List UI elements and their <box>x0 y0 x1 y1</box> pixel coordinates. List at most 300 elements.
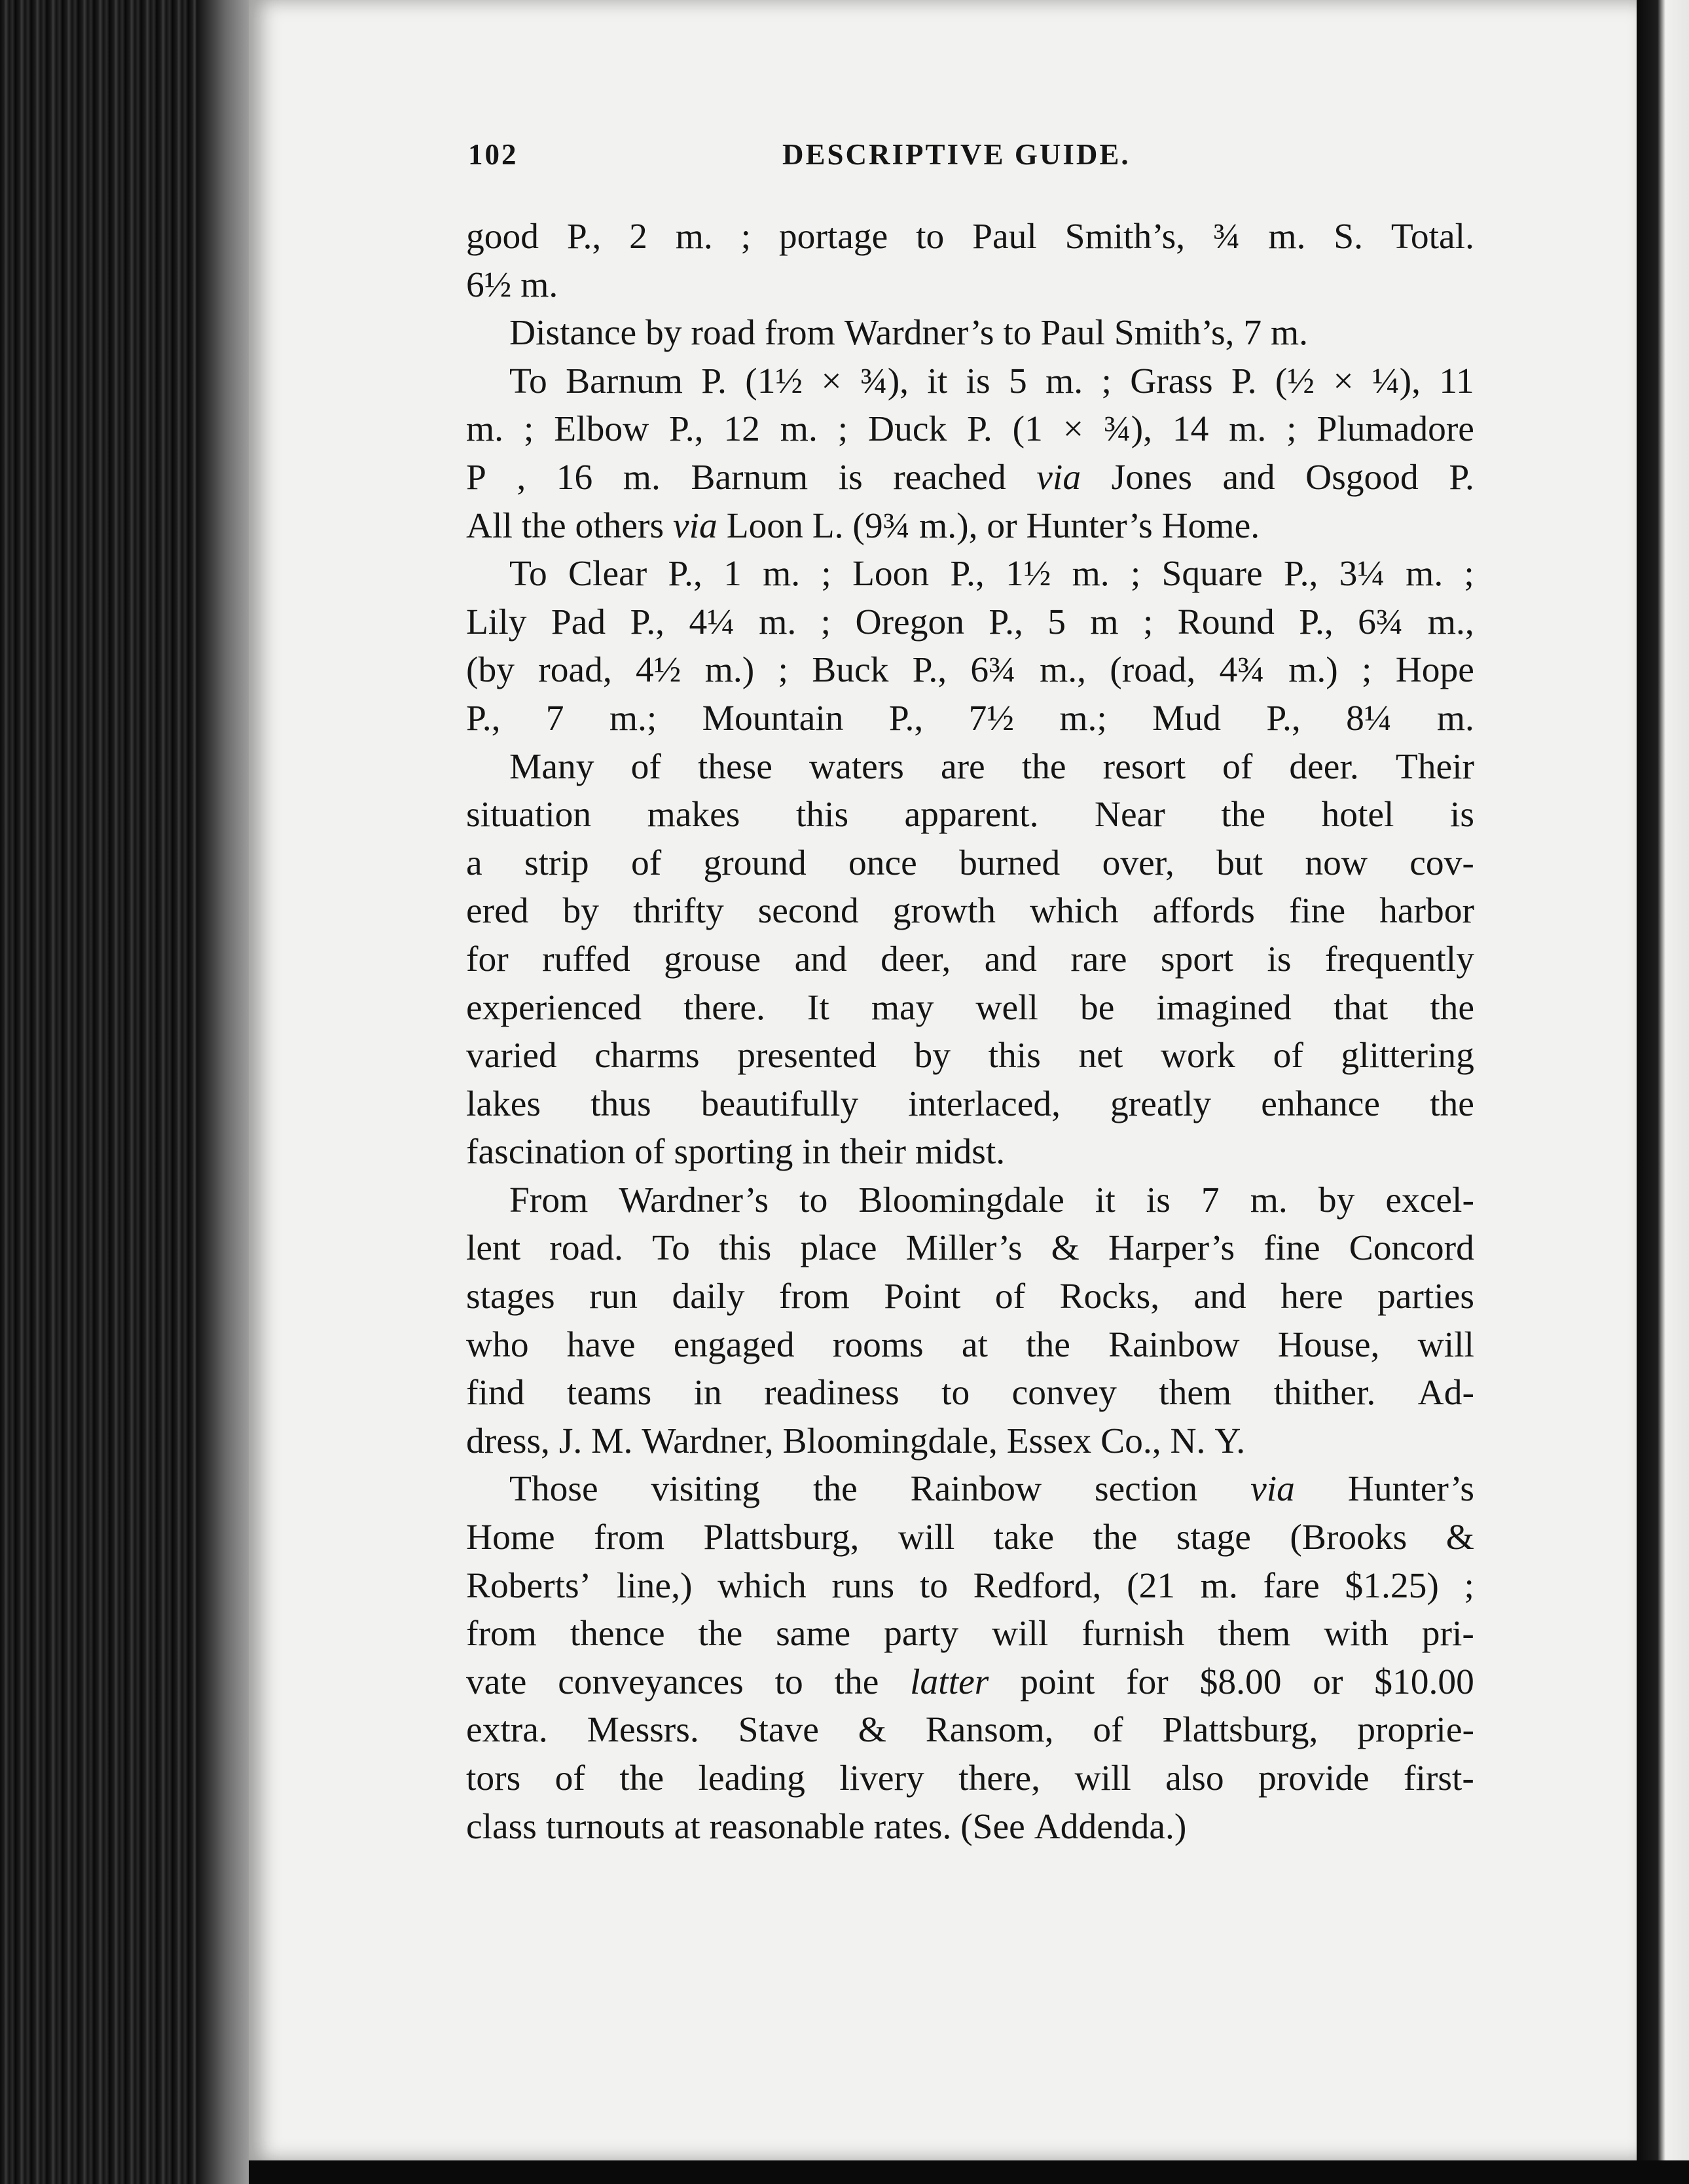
word: Bloomingdale, <box>782 1421 1007 1461</box>
text-line <box>466 550 1474 598</box>
word: it <box>1095 1180 1116 1220</box>
word: ¾), <box>860 361 909 401</box>
word: glittering <box>1341 1036 1474 1076</box>
word: ; <box>1362 650 1372 691</box>
word: (1½ <box>745 361 803 401</box>
word: Stave <box>738 1710 819 1751</box>
word: rooms <box>832 1324 924 1365</box>
word: the <box>521 505 575 546</box>
word: N. <box>1170 1421 1215 1461</box>
word: P., <box>1299 602 1334 642</box>
word: P., <box>669 409 704 450</box>
word: hotel <box>1321 795 1394 835</box>
word: Plattsburg, <box>1162 1710 1318 1751</box>
word: × <box>821 361 842 401</box>
word: Osgood <box>1305 457 1419 498</box>
word: and <box>794 939 847 979</box>
word: S. <box>1334 217 1364 257</box>
word: leading <box>698 1758 805 1798</box>
page-number: 102 <box>468 138 518 171</box>
word: Grass <box>1130 361 1213 401</box>
word: Smith’s, <box>1064 217 1186 257</box>
running-head-title: DESCRIPTIVE GUIDE. <box>782 138 1131 171</box>
text-line <box>466 1658 1474 1707</box>
word: Rocks, <box>1059 1277 1160 1317</box>
word: (1 <box>1012 409 1043 450</box>
word: there, <box>958 1758 1041 1798</box>
word: good <box>466 217 539 257</box>
word: m., <box>1427 602 1474 642</box>
word: the <box>1093 1518 1138 1558</box>
word: class <box>466 1806 546 1847</box>
word: will <box>1417 1324 1474 1365</box>
word: may <box>871 987 934 1028</box>
word: Those <box>509 1469 598 1510</box>
word: presented <box>737 1036 877 1076</box>
word: and <box>1193 1277 1246 1317</box>
word: midst. <box>915 1132 1006 1173</box>
word: Harper’s <box>1108 1228 1235 1269</box>
word: Rainbow <box>1108 1324 1240 1365</box>
word: P., <box>1283 554 1318 594</box>
word: m. <box>780 409 818 450</box>
text-line <box>466 1176 1474 1225</box>
word: readiness <box>764 1373 899 1413</box>
word: Wardner’s <box>619 1180 769 1220</box>
word: Square <box>1161 554 1263 594</box>
word: P. <box>1449 457 1474 498</box>
page-bottom-edge <box>249 2160 1689 2184</box>
word: place <box>800 1228 877 1269</box>
word: thither. <box>1273 1373 1376 1413</box>
word: via <box>673 505 727 546</box>
word: be <box>1080 987 1115 1028</box>
word: the <box>834 1662 879 1702</box>
word: Concord <box>1349 1228 1474 1269</box>
word: m. <box>759 602 797 642</box>
word: Total. <box>1390 217 1474 257</box>
word: for <box>466 939 509 979</box>
word: m. <box>1406 554 1444 594</box>
word: ¾), <box>1103 409 1152 450</box>
word: turnouts <box>545 1806 674 1847</box>
word: m. <box>1250 1180 1288 1220</box>
word: deer. <box>1289 746 1359 787</box>
word: is <box>966 361 990 401</box>
word: P., <box>1266 698 1301 738</box>
word: Lily <box>466 602 527 642</box>
word: are <box>940 746 985 787</box>
word: Barnum <box>566 361 683 401</box>
word: 4¾ <box>1219 650 1265 691</box>
word: them <box>1159 1373 1232 1413</box>
word: P. <box>967 409 992 450</box>
word: now <box>1305 843 1368 883</box>
word: of <box>994 1277 1026 1317</box>
word: apparent. <box>904 795 1039 835</box>
text-line <box>466 502 1474 551</box>
text-line <box>466 1610 1474 1658</box>
word: to <box>774 1662 803 1702</box>
word: the <box>698 1614 743 1654</box>
text-line <box>466 1465 1474 1514</box>
word: them <box>1218 1614 1291 1654</box>
word: dress, <box>466 1421 559 1461</box>
word: 6¾ <box>970 650 1016 691</box>
word: It <box>807 987 829 1028</box>
word: m. <box>466 409 504 450</box>
word: cov- <box>1409 843 1474 883</box>
word: these <box>697 746 772 787</box>
word: their <box>839 1132 915 1173</box>
text-line <box>466 213 1474 261</box>
word: 14 <box>1172 409 1209 450</box>
word: engaged <box>673 1324 795 1365</box>
word: Essex <box>1006 1421 1101 1461</box>
word: experienced <box>466 987 642 1028</box>
word: Plattsburg, <box>703 1518 860 1558</box>
text-line <box>466 984 1474 1032</box>
word: livery <box>839 1758 924 1798</box>
word: enhance <box>1261 1083 1381 1124</box>
word: net <box>1078 1036 1123 1076</box>
word: Loon <box>726 505 812 546</box>
text-line <box>466 1562 1474 1611</box>
word: Messrs. <box>587 1710 699 1751</box>
word: 11 <box>1439 361 1474 401</box>
text-line <box>466 1417 1474 1466</box>
word: the <box>1430 1083 1474 1124</box>
word: P., <box>466 698 501 738</box>
word: at <box>674 1806 710 1847</box>
word: sport <box>1161 939 1233 979</box>
word: m. <box>1229 409 1267 450</box>
word: of <box>1093 1710 1123 1751</box>
word: ; <box>1142 602 1153 642</box>
word: fascination <box>466 1132 635 1173</box>
word: P., <box>630 602 665 642</box>
text-line <box>466 1224 1474 1273</box>
word: P., <box>950 554 985 594</box>
word: (by <box>466 650 515 691</box>
word: line,) <box>616 1565 693 1606</box>
text-line <box>466 1369 1474 1417</box>
word: affords <box>1152 891 1255 932</box>
word: Hunter’s <box>1347 1469 1474 1510</box>
word: 7 <box>545 698 564 738</box>
word: Elbow <box>554 409 649 450</box>
text-line <box>466 887 1474 936</box>
text-line <box>466 1273 1474 1321</box>
text-line <box>466 1755 1474 1803</box>
word: 1½ <box>1006 554 1051 594</box>
word: 6¾ <box>1358 602 1404 642</box>
text-line <box>466 309 1474 357</box>
word: which <box>717 1565 807 1606</box>
word: interlaced, <box>908 1083 1061 1124</box>
word: charms <box>594 1036 700 1076</box>
word: this <box>988 1036 1041 1076</box>
word: & <box>1445 1518 1474 1558</box>
word: $10.00 <box>1374 1662 1474 1702</box>
word: P <box>466 457 486 498</box>
word: Wardner, <box>642 1421 783 1461</box>
text-line <box>466 357 1474 406</box>
word: lent <box>466 1228 521 1269</box>
word: which <box>1030 891 1119 932</box>
word: to <box>941 1373 970 1413</box>
text-line <box>466 646 1474 695</box>
word: thence <box>570 1614 665 1654</box>
word: via <box>1036 457 1081 498</box>
text-line <box>466 839 1474 888</box>
word: Wardner’s <box>844 313 1004 354</box>
word: this <box>719 1228 772 1269</box>
word: for <box>1126 1662 1169 1702</box>
word: others <box>575 505 673 546</box>
word: Clear <box>568 554 647 594</box>
word: m.) <box>1288 650 1338 691</box>
text-line <box>466 1128 1474 1176</box>
word: via <box>1250 1469 1295 1510</box>
word: harbor <box>1379 891 1474 932</box>
word: from <box>764 313 844 354</box>
word: Jones <box>1111 457 1192 498</box>
word: m. <box>623 457 661 498</box>
word: ; <box>820 602 831 642</box>
word: beautifully <box>700 1083 859 1124</box>
word: m. <box>1045 361 1083 401</box>
word: from <box>778 1277 850 1317</box>
word: in <box>693 1373 722 1413</box>
word: (road, <box>1110 650 1196 691</box>
word: lakes <box>466 1083 541 1124</box>
word: proprie- <box>1357 1710 1474 1751</box>
word: m.; <box>1059 698 1107 738</box>
word: rare <box>1070 939 1127 979</box>
word: reasonable <box>709 1806 874 1847</box>
word: Their <box>1395 746 1474 787</box>
word: from <box>466 1614 537 1654</box>
word: Barnum <box>691 457 808 498</box>
word: m.) <box>704 650 755 691</box>
word: runs <box>831 1565 895 1606</box>
text-line <box>466 598 1474 647</box>
word: 2 <box>629 217 647 257</box>
word: ; <box>523 409 534 450</box>
word: ; <box>778 650 788 691</box>
word: 5 <box>1047 602 1066 642</box>
word: thus <box>590 1083 651 1124</box>
text-line <box>466 743 1474 792</box>
word: with <box>1324 1614 1389 1654</box>
word: Co., <box>1100 1421 1171 1461</box>
text-line <box>466 1514 1474 1562</box>
word: m. <box>1072 554 1110 594</box>
word: take <box>993 1518 1055 1558</box>
word: Hope <box>1395 650 1474 691</box>
word: ered <box>466 891 529 932</box>
word: same <box>776 1614 851 1654</box>
word: the <box>1430 987 1474 1028</box>
word: provide <box>1258 1758 1370 1798</box>
word: road <box>691 313 765 354</box>
word: Home. <box>1161 505 1260 546</box>
word: ¼), <box>1372 361 1421 401</box>
word: Ransom, <box>925 1710 1054 1751</box>
text-line <box>466 1080 1474 1129</box>
word: here <box>1280 1277 1343 1317</box>
word: is <box>1267 939 1292 979</box>
word: Roberts’ <box>466 1565 592 1606</box>
word: by <box>645 313 691 354</box>
word: growth <box>892 891 996 932</box>
text-line <box>466 936 1474 984</box>
text-line <box>466 1706 1474 1755</box>
word: 7½ <box>968 698 1014 738</box>
word: the <box>1221 795 1266 835</box>
word: m. <box>1436 698 1474 738</box>
text-line <box>466 791 1474 839</box>
word: of <box>1273 1036 1303 1076</box>
word: reached <box>893 457 1006 498</box>
word: will <box>898 1518 955 1558</box>
word: who <box>466 1324 529 1365</box>
word: (Brooks <box>1290 1518 1408 1558</box>
word: this <box>795 795 849 835</box>
word: × <box>1333 361 1354 401</box>
word: Home <box>466 1518 555 1558</box>
word: run <box>589 1277 638 1317</box>
word: furnish <box>1081 1614 1185 1654</box>
word: from <box>594 1518 664 1558</box>
word: road. <box>549 1228 623 1269</box>
word: Smith’s, <box>1114 313 1244 354</box>
word: stages <box>466 1277 555 1317</box>
word: the <box>619 1758 664 1798</box>
word: thrifty <box>632 891 724 932</box>
word: ground <box>703 843 807 883</box>
word: or <box>987 505 1026 546</box>
word: m. <box>520 264 558 305</box>
word: (9¾ <box>852 505 920 546</box>
word: in <box>802 1132 840 1173</box>
text-line <box>466 695 1474 743</box>
word: at <box>961 1324 988 1365</box>
word: P., <box>912 650 947 691</box>
text-line <box>466 261 1474 310</box>
word: extra. <box>466 1710 548 1751</box>
word: section <box>1094 1469 1198 1510</box>
word: Ad- <box>1417 1373 1474 1413</box>
word: there. <box>683 987 765 1028</box>
word: vate <box>466 1662 527 1702</box>
word: second <box>757 891 859 932</box>
word: it <box>927 361 948 401</box>
word: frequently <box>1324 939 1474 979</box>
word: by <box>914 1036 951 1076</box>
word: Buck <box>812 650 889 691</box>
text-line <box>466 1803 1474 1851</box>
word: point <box>1020 1662 1095 1702</box>
word: P., <box>566 217 602 257</box>
word: House, <box>1277 1324 1380 1365</box>
word: to <box>1003 313 1041 354</box>
word: (½ <box>1275 361 1315 401</box>
next-page-edge <box>1637 0 1689 2184</box>
word: 7 <box>1243 313 1271 354</box>
word: strip <box>524 843 589 883</box>
word: 12 <box>723 409 760 450</box>
word: To <box>509 361 547 401</box>
word: ; <box>1464 554 1474 594</box>
text-line <box>466 454 1474 502</box>
word: tors <box>466 1758 521 1798</box>
word: All <box>466 505 522 546</box>
word: daily <box>672 1277 745 1317</box>
word: ; <box>821 554 831 594</box>
word: by <box>1318 1180 1355 1220</box>
word: of <box>630 843 662 883</box>
word: Pad <box>551 602 606 642</box>
word: & <box>1051 1228 1080 1269</box>
word: and <box>1222 457 1275 498</box>
word: over, <box>1102 843 1174 883</box>
word: Oregon <box>855 602 964 642</box>
word: of <box>630 746 661 787</box>
word: fine <box>1263 1228 1320 1269</box>
word: have <box>566 1324 636 1365</box>
word: party <box>884 1614 959 1654</box>
word: the <box>1021 746 1066 787</box>
body-text <box>466 213 1474 1851</box>
word: Redford, <box>973 1565 1102 1606</box>
word: that <box>1333 987 1389 1028</box>
word: $1.25) <box>1345 1565 1439 1606</box>
word: Y. <box>1214 1421 1246 1461</box>
word: 4¼ <box>689 602 735 642</box>
word: Loon <box>852 554 930 594</box>
word: to <box>916 217 945 257</box>
word: waters <box>809 746 904 787</box>
word: sporting <box>674 1132 803 1173</box>
word: Paul <box>1040 313 1114 354</box>
word: Paul <box>972 217 1037 257</box>
word: m <box>1090 602 1119 642</box>
word: will <box>1074 1758 1131 1798</box>
word: but <box>1216 843 1263 883</box>
word: ; <box>1464 1565 1474 1606</box>
word: m.), <box>919 505 987 546</box>
word: fare <box>1263 1565 1320 1606</box>
word: 8¼ <box>1346 698 1392 738</box>
running-head <box>468 137 1470 183</box>
word: also <box>1165 1758 1224 1798</box>
word: a <box>466 843 482 883</box>
word: resort <box>1102 746 1186 787</box>
word: ; <box>1101 361 1112 401</box>
word: Near <box>1094 795 1165 835</box>
word: P. <box>701 361 727 401</box>
word: Many <box>509 746 594 787</box>
word: and <box>984 939 1037 979</box>
word: , <box>517 457 526 498</box>
word: Duck <box>868 409 947 450</box>
word: Plumadore <box>1317 409 1474 450</box>
word: portage <box>778 217 888 257</box>
word: (21 <box>1127 1565 1176 1606</box>
text-line <box>466 405 1474 454</box>
